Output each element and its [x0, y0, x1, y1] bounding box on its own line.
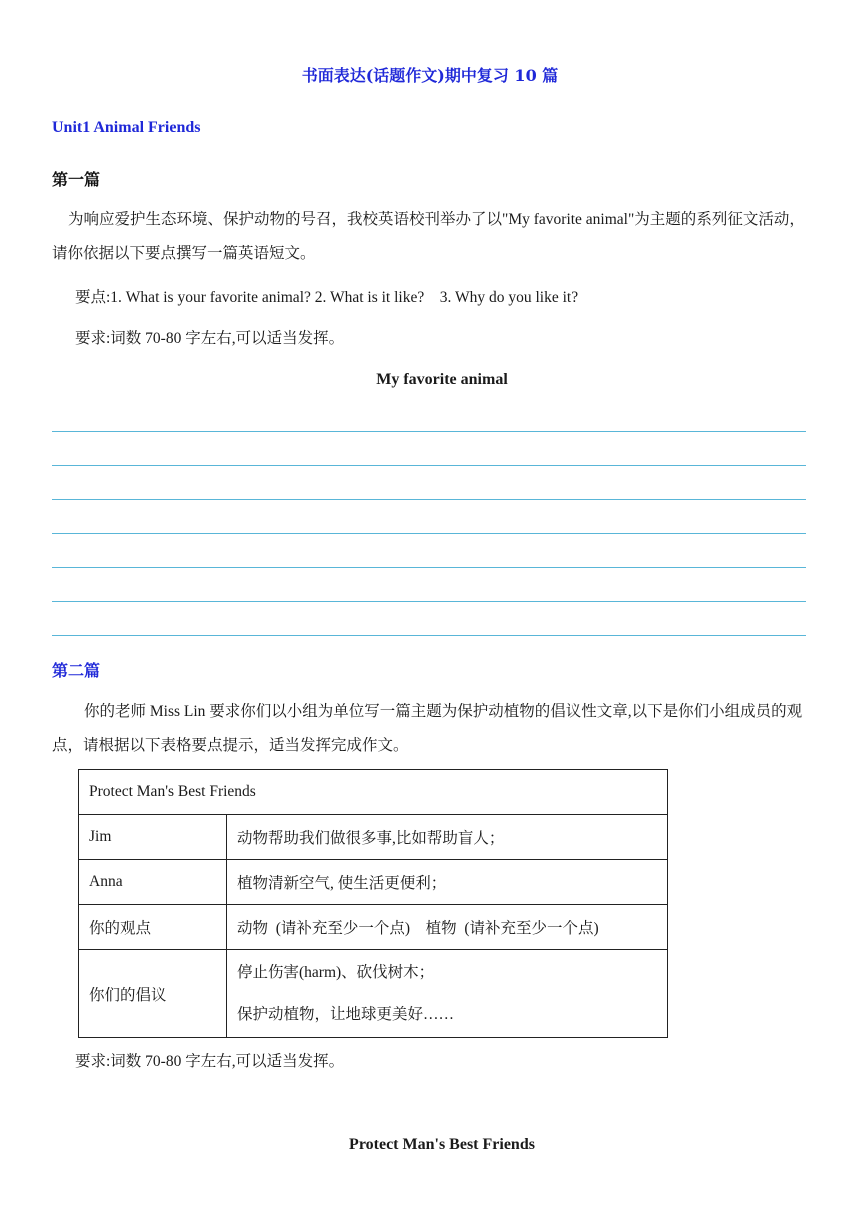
section2-prompt: 你的老师 Miss Lin 要求你们以小组为单位写一篇主题为保护动植物的倡议性文章,以下是你们小组成员的观点，请根据以下表格要点提示，适当发挥完成作文。 [52, 703, 803, 754]
writing-line [52, 465, 806, 466]
section1-prompt: 为响应爱护生态环境、保护动物的号召，我校英语校刊举办了以"My favorite animal"为主题的系列征文活动，请你依据以下要点撰写一篇英语短文。 [52, 211, 805, 262]
section-heading-2: 第二篇 [52, 661, 101, 680]
points-table [78, 769, 668, 1038]
table-row [79, 815, 668, 860]
table-header-row [79, 770, 668, 815]
unit-heading: Unit1 Animal Friends [52, 119, 201, 136]
table-row [79, 905, 668, 950]
table-row-content [227, 950, 668, 1038]
writing-line [52, 601, 806, 602]
page-title: 书面表达(话题作文)期中复习 10 篇 [301, 66, 559, 85]
section-heading-1: 第一篇 [52, 170, 101, 189]
writing-line [52, 533, 806, 534]
table-row-content: 植物清新空气, 使生活更便利； [227, 860, 668, 905]
table-row [79, 860, 668, 905]
section1-points: 要点:1. What is your favorite animal? 2. What is it like? 3. Why do you like it? [75, 289, 579, 306]
table-row-label: 你们的倡议 [79, 950, 227, 1038]
table-row-label: Jim [79, 815, 227, 860]
essay-title-2: Protect Man's Best Friends [349, 1136, 535, 1153]
essay-title-1: My favorite animal [376, 371, 508, 388]
proposal-line: 停止伤害(harm)、砍伐树木； [237, 963, 435, 981]
table-row-label: Anna [79, 860, 227, 905]
table-row-label: 你的观点 [79, 905, 227, 950]
section1-requirement: 要求:词数 70-80 字左右,可以适当发挥。 [75, 330, 345, 347]
table-row-content: 动物 (请补充至少一个点) 植物 (请补充至少一个点) [227, 905, 668, 950]
section2-requirement: 要求:词数 70-80 字左右,可以适当发挥。 [75, 1053, 345, 1070]
writing-line [52, 431, 806, 432]
table-row [79, 950, 668, 1038]
proposal-line: 保护动植物，让地球更美好…… [237, 1005, 455, 1023]
writing-line [52, 499, 806, 500]
writing-line [52, 567, 806, 568]
writing-line [52, 635, 806, 636]
table-header-cell: Protect Man's Best Friends [79, 770, 668, 815]
table-row-content: 动物帮助我们做很多事,比如帮助盲人； [227, 815, 668, 860]
